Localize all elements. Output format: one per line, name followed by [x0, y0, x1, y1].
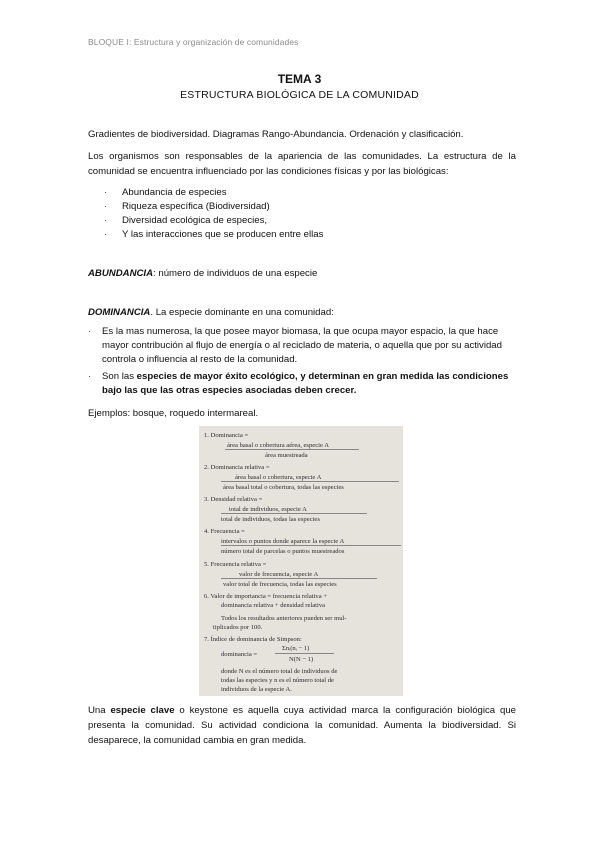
formula-5-numerator: valor de frecuencia, especie A: [239, 571, 319, 578]
formula-5-title: 5. Frecuencia relativa =: [204, 561, 267, 568]
abundancia-definition: [88, 266, 516, 281]
dominancia-text: . La especie dominante en una comunidad:: [150, 307, 334, 318]
formula-3-denominator: total de individuos, todas las especies: [221, 516, 320, 523]
formula-4-numerator: intervalos o puntos donde aparece la especie A: [221, 538, 345, 545]
list-item: · Son las especies de mayor éxito ecológico, y determinan en gran medida las condiciones bajo las que las otras especies asociadas deben crecer.: [88, 371, 509, 396]
formula-7-note-1: donde N es el número total de individuos de: [221, 668, 338, 675]
list-item: · Riqueza específica (Biodiversidad): [88, 200, 516, 214]
intro-paragraph: Los organismos son responsables de la apariencia de las comunidades. La estructura de la comunidad se encuentra influenciado por las condiciones físicas y por las biológicas:: [88, 151, 516, 177]
formula-6-line-1: 6. Valor de importancia = frecuencia relativa +: [204, 593, 328, 600]
formula-7-denominator: N(N − 1): [289, 656, 314, 663]
formula-6-line-2: dominancia relativa + densidad relativa: [221, 602, 326, 609]
formula-7-note-3: individuos de la especie A.: [221, 686, 292, 693]
list-item: · Es la mas numerosa, la que posee mayor biomasa, la que ocupa mayor espacio, la que hace mayor contribución al flujo de energía o al reciclado de materia, o aquella que por su actividad controla o influencia al resto de la comunidad.: [88, 326, 502, 365]
formula-3-numerator: total de individuos, especie A: [229, 506, 307, 513]
page-title: TEMA 3: [277, 72, 322, 86]
running-header: BLOQUE I: Estructura y organización de comunidades: [88, 37, 299, 47]
formula-1-title: 1. Dominancia =: [204, 432, 249, 439]
topics-line: Gradientes de biodiversidad. Diagramas Rango-Abundancia. Ordenación y clasificación.: [88, 129, 464, 140]
dominancia-list: [88, 325, 518, 401]
formula-7-title: 7. Índice de dominancia de Simpson:: [204, 636, 302, 643]
note-line-1: Todos los resultados anteriores pueden ser mul-: [221, 615, 347, 622]
examples-line: Ejemplos: bosque, roquedo intermareal.: [88, 408, 259, 419]
formula-2-numerator: área basal o cobertura, especie A: [235, 474, 322, 481]
note-line-2: tiplicados por 100.: [213, 624, 263, 631]
dominancia-definition: [88, 305, 516, 320]
formula-7-note-2: todas las especies y n es el número total de: [221, 677, 334, 684]
bullet-icon: ·: [104, 187, 108, 198]
formula-2-denominator: área basal total o cobertura, todas las especies: [223, 484, 344, 491]
formula-4-title: 4. Frecuencia =: [204, 528, 245, 535]
bullet-icon: ·: [104, 215, 108, 226]
formula-7-lhs: dominancia =: [221, 651, 258, 658]
bullet-icon: ·: [104, 229, 108, 240]
bullet-icon: ·: [88, 371, 92, 382]
bullet-icon: ·: [104, 201, 108, 212]
formula-2-title: 2. Dominancia relativa =: [204, 464, 270, 471]
formulas-scan: [199, 426, 403, 696]
formula-3-title: 3. Densidad relativa =: [204, 496, 263, 503]
formula-7-numerator: Σnᵢ(nᵢ − 1): [282, 645, 310, 652]
formula-5-denominator: valor total de frecuencia, todas las especies: [223, 581, 337, 588]
formula-1-numerator: área basal o cobertura aérea, especie A: [227, 442, 329, 449]
page-subtitle: ESTRUCTURA BIOLÓGICA DE LA COMUNIDAD: [180, 89, 419, 101]
keystone-term: especie clave: [110, 705, 175, 716]
formula-1-denominator: área muestreada: [265, 452, 308, 459]
abundancia-text: : número de individuos de una especie: [153, 268, 318, 279]
formula-4-denominator: número total de parcelas o puntos muestreados: [221, 548, 345, 555]
list-item: · Y las interacciones que se producen entre ellas: [88, 228, 516, 242]
formulas-figure: [199, 426, 403, 696]
dominancia-term: DOMINANCIA: [88, 307, 151, 318]
abundancia-term: ABUNDANCIA: [88, 268, 154, 279]
title-block: [0, 72, 599, 101]
bullet-icon: ·: [88, 326, 92, 337]
list-item: · Abundancia de especies: [88, 186, 516, 200]
factors-list: [88, 186, 516, 242]
list-item: · Diversidad ecológica de especies,: [88, 214, 516, 228]
keystone-paragraph: Una especie clave o keystone es aquella cuya actividad marca la configuración biológica que presenta la comunidad. Su actividad condiciona la comunidad. Aumenta la biodiversidad. Si desaparece, la comunidad cambia en gran medida.: [88, 705, 516, 746]
